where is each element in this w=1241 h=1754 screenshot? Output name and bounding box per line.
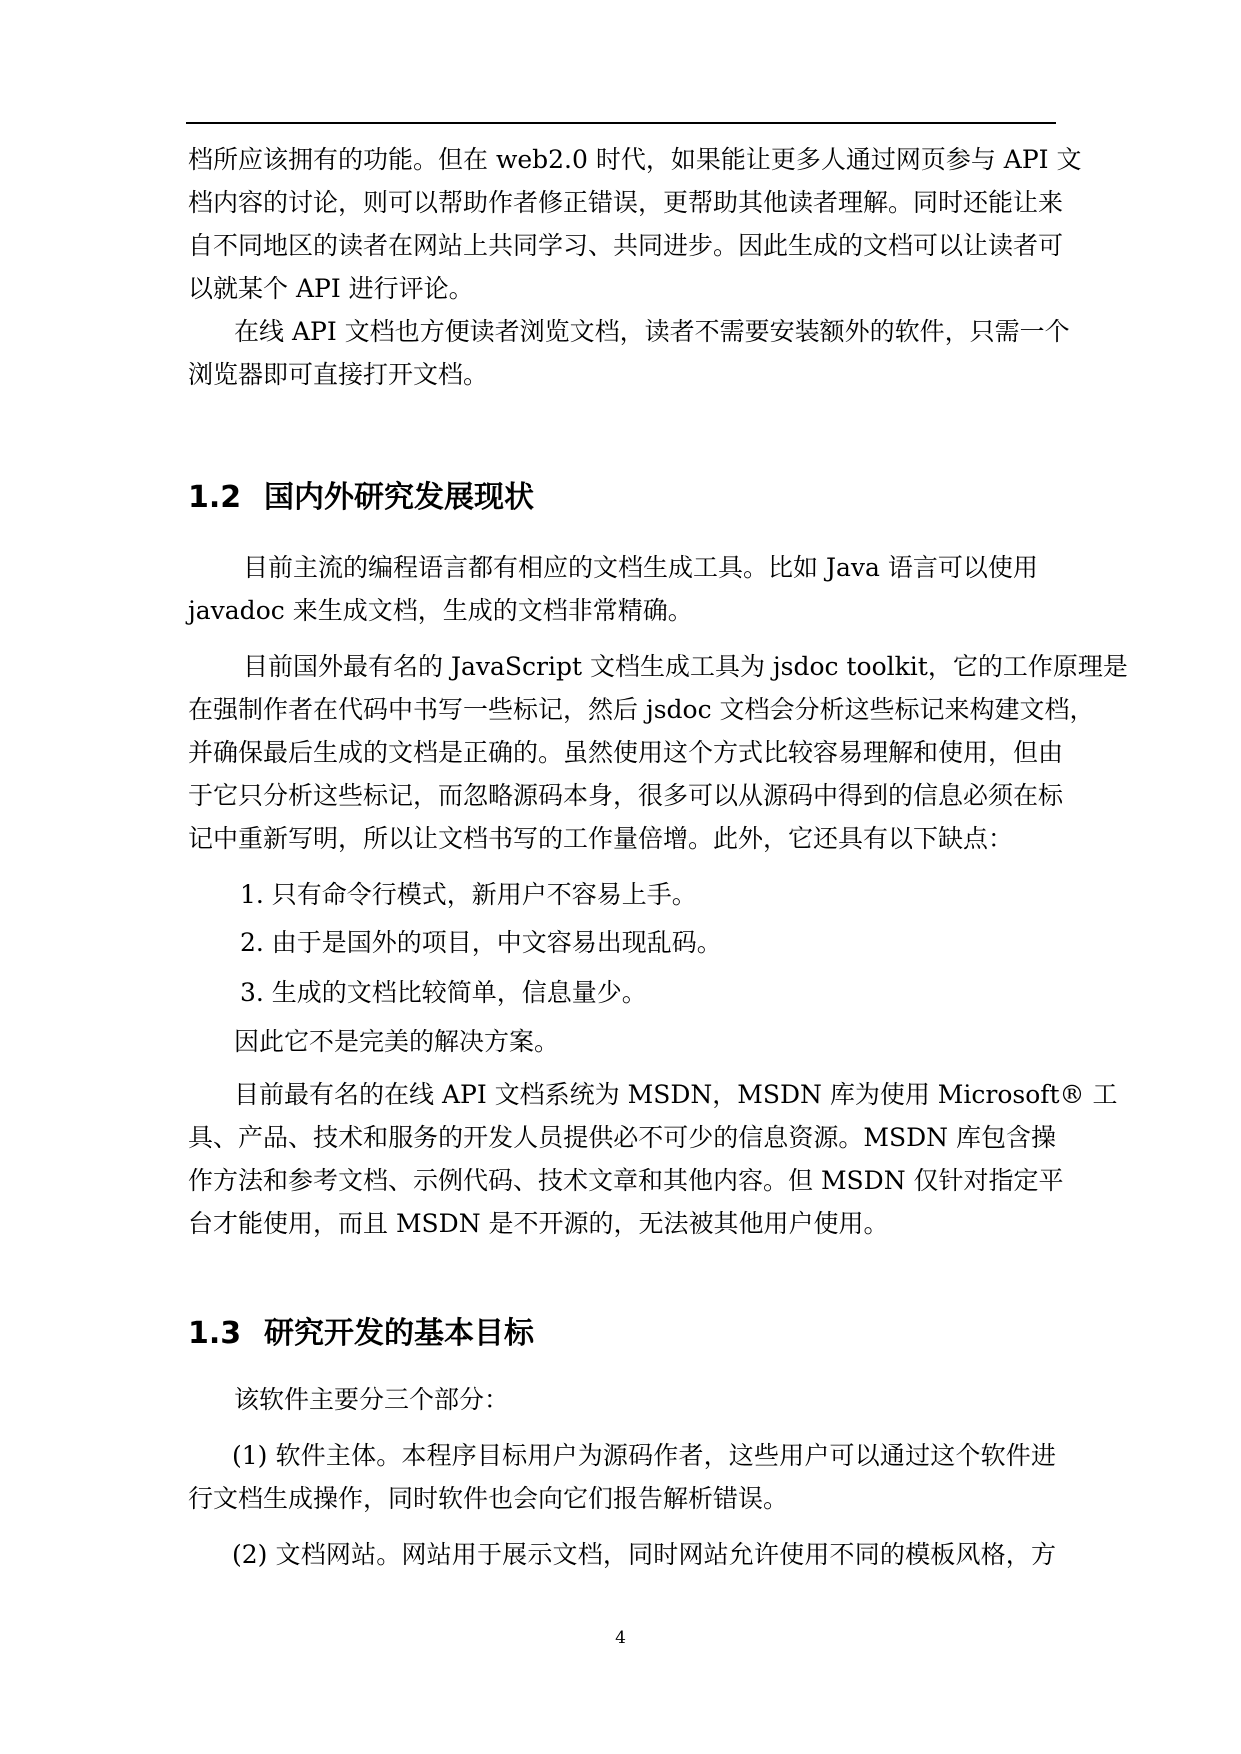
body-line: 在强制作者在代码中书写一些标记，然后 jsdoc 文档会分析这些标记来构建文档， (188, 695, 1095, 724)
body-line: 行文档生成操作，同时软件也会向它们报告解析错误。 (188, 1484, 789, 1513)
body-line: 在线 API 文档也方便读者浏览文档，读者不需要安装额外的软件，只需一个 (234, 317, 1070, 346)
list-item: 3. 生成的文档比较简单，信息量少。 (240, 978, 647, 1007)
body-line: 目前主流的编程语言都有相应的文档生成工具。比如 Java 语言可以使用 (243, 553, 1038, 582)
body-line: 因此它不是完美的解决方案。 (234, 1027, 560, 1056)
list-item: (1) 软件主体。本程序目标用户为源码作者，这些用户可以通过这个软件进 (232, 1441, 1056, 1470)
section-title: 国内外研究发展现状 (264, 480, 534, 515)
section-title: 研究开发的基本目标 (264, 1316, 534, 1351)
section-heading-1-2 (188, 478, 534, 518)
section-number: 1.2 (188, 480, 242, 515)
body-line: 于它只分析这些标记，而忽略源码本身，很多可以从源码中得到的信息必须在标 (188, 781, 1064, 810)
body-line: 台才能使用，而且 MSDN 是不开源的，无法被其他用户使用。 (188, 1209, 889, 1238)
list-item: 1. 只有命令行模式，新用户不容易上手。 (240, 880, 697, 909)
list-item: (2) 文档网站。网站用于展示文档，同时网站允许使用不同的模板风格，方 (232, 1540, 1056, 1569)
body-line: 目前国外最有名的 JavaScript 文档生成工具为 jsdoc toolkit，它的工作原理是 (243, 652, 1128, 681)
list-item: 2. 由于是国外的项目，中文容易出现乱码。 (240, 928, 722, 957)
header-rule (186, 122, 1056, 124)
body-line: javadoc 来生成文档，生成的文档非常精确。 (188, 596, 693, 625)
body-line: 档内容的讨论，则可以帮助作者修正错误，更帮助其他读者理解。同时还能让来 (188, 188, 1064, 217)
page-number: 4 (615, 1628, 626, 1648)
body-line: 自不同地区的读者在网站上共同学习、共同进步。因此生成的文档可以让读者可 (188, 231, 1064, 260)
section-heading-1-3 (188, 1314, 534, 1354)
body-line: 以就某个 API 进行评论。 (188, 274, 474, 303)
body-line: 目前最有名的在线 API 文档系统为 MSDN，MSDN 库为使用 Microsoft® 工 (234, 1080, 1118, 1109)
body-line: 该软件主要分三个部分： (234, 1385, 510, 1414)
body-line: 并确保最后生成的文档是正确的。虽然使用这个方式比较容易理解和使用，但由 (188, 738, 1064, 767)
body-line: 记中重新写明，所以让文档书写的工作量倍增。此外，它还具有以下缺点： (188, 824, 1014, 853)
body-line: 作方法和参考文档、示例代码、技术文章和其他内容。但 MSDN 仅针对指定平 (188, 1166, 1064, 1195)
section-number: 1.3 (188, 1316, 242, 1351)
body-line: 具、产品、技术和服务的开发人员提供必不可少的信息资源。MSDN 库包含操 (188, 1123, 1056, 1152)
body-line: 档所应该拥有的功能。但在 web2.0 时代，如果能让更多人通过网页参与 API 文 (188, 145, 1082, 174)
body-line: 浏览器即可直接打开文档。 (188, 360, 489, 389)
